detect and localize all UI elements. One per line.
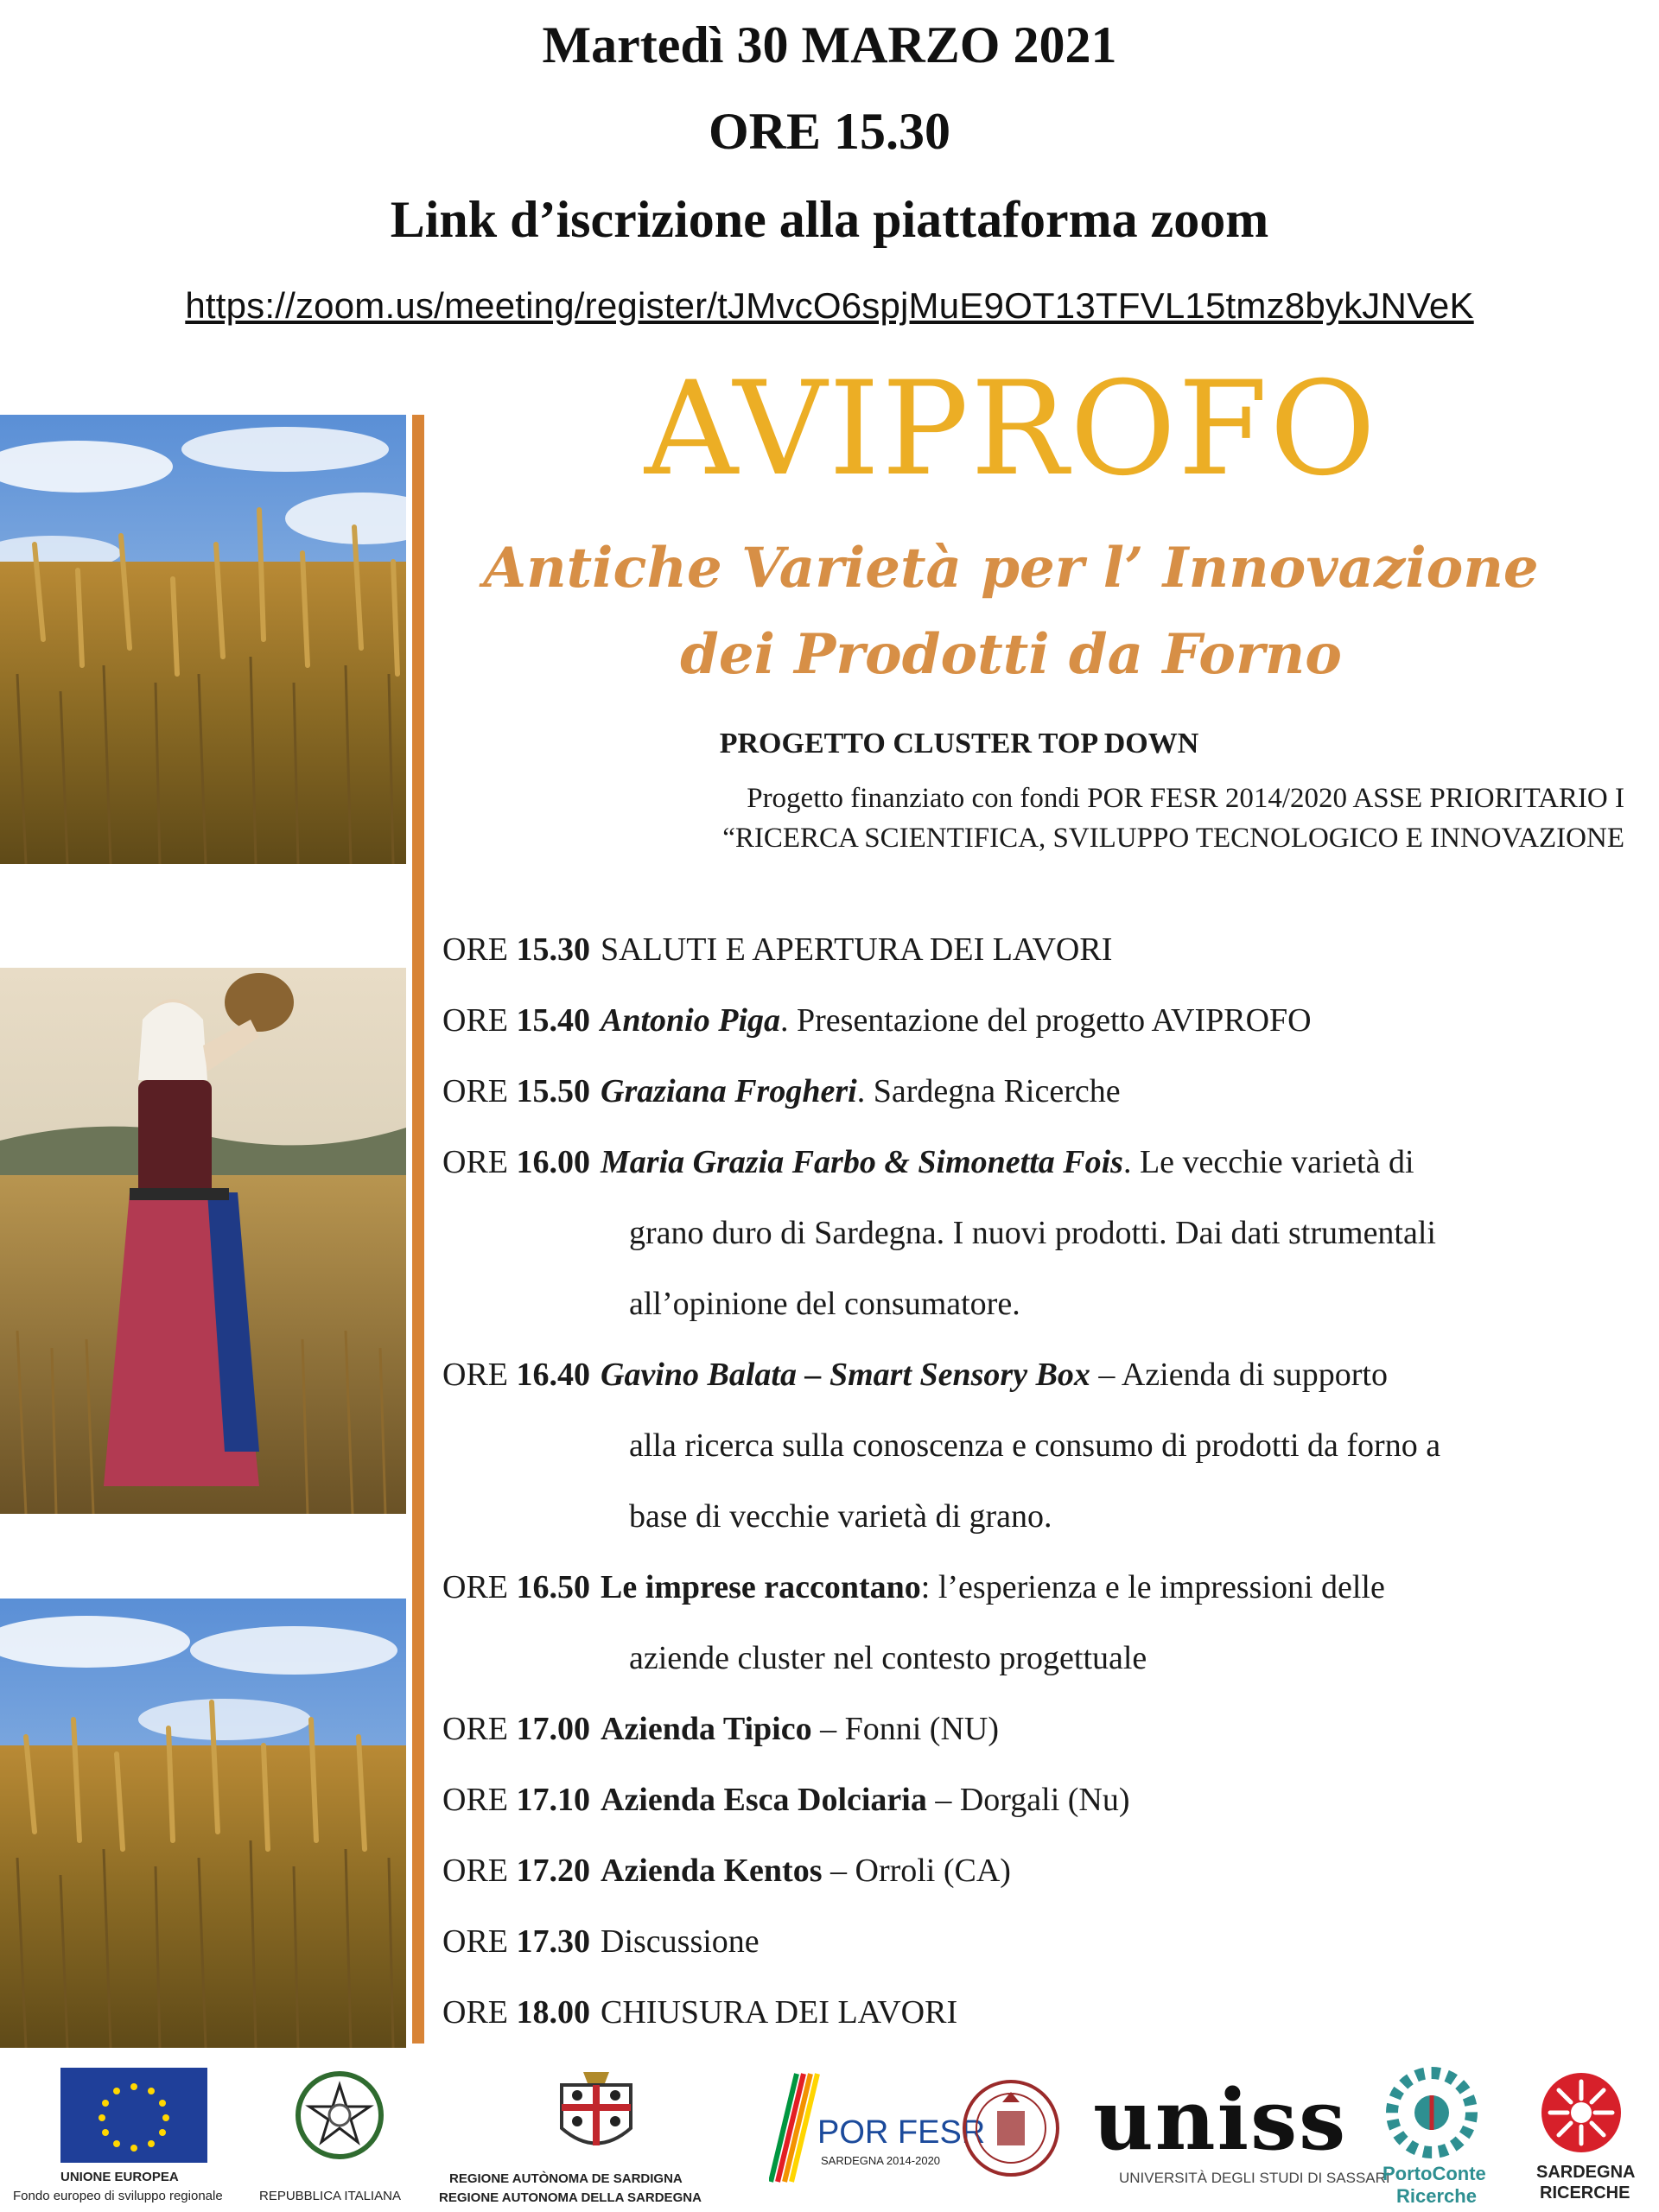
wheat-field-image-top xyxy=(0,415,406,864)
regione-caption-2: REGIONE AUTONOMA DELLA SARDEGNA xyxy=(439,2190,702,2205)
agenda-ore: ORE xyxy=(442,1569,508,1605)
agenda-text: – Orroli (CA) xyxy=(822,1853,1011,1889)
registration-label: Link d’iscrizione alla piattaforma zoom xyxy=(390,191,1269,248)
agenda-ore: ORE xyxy=(442,1144,508,1180)
agenda-speaker: Graziana Frogheri xyxy=(601,1073,857,1109)
agenda-time: 16.50 xyxy=(516,1569,590,1605)
woman-in-wheat-field-image xyxy=(0,968,406,1514)
orange-vertical-rule xyxy=(412,415,424,2044)
eu-caption-2: Fondo europeo di sviluppo regionale xyxy=(13,2189,223,2203)
project-subtitle-line2: dei Prodotti da Forno xyxy=(680,622,1342,687)
registration-link[interactable]: https://zoom.us/meeting/register/tJMvcO6spjMuE9OT13TFVL15tmz8bykJNVeK xyxy=(185,285,1474,326)
agenda-ore: ORE xyxy=(442,1357,508,1393)
agenda-continuation: aziende cluster nel contesto progettuale xyxy=(629,1640,1147,1676)
repubblica-caption: REPUBBLICA ITALIANA xyxy=(259,2189,401,2203)
agenda-highlight: Le imprese raccontano xyxy=(601,1569,921,1605)
sardegna-ricerche-caption-2: RICERCHE xyxy=(1540,2183,1630,2202)
por-fesr-caption-2: SARDEGNA 2014-2020 xyxy=(821,2154,941,2167)
agenda-text: SALUTI E APERTURA DEI LAVORI xyxy=(601,931,1113,968)
university-seal-logo xyxy=(959,2061,1071,2212)
agenda-text: Discussione xyxy=(601,1923,760,1960)
agenda-text: . Presentazione del progetto AVIPROFO xyxy=(780,1002,1312,1039)
project-subtitle-line1: Antiche Varietà per l’ Innovazione xyxy=(483,536,1539,601)
uniss-wordmark: uniss xyxy=(1093,2071,1348,2169)
agenda-ore: ORE xyxy=(442,1994,508,2031)
agenda-item xyxy=(442,1835,1618,1906)
agenda-item xyxy=(442,1552,1618,1623)
portoconte-icon xyxy=(1376,2061,1488,2164)
agenda-ore: ORE xyxy=(442,1711,508,1747)
agenda-item xyxy=(442,985,1618,1056)
event-date: Martedì 30 MARZO 2021 xyxy=(542,16,1117,73)
agenda-continuation: grano duro di Sardegna. I nuovi prodotti. Dai dati strumentali xyxy=(629,1215,1436,1251)
agenda-time: 15.30 xyxy=(516,931,590,968)
uniss-caption: UNIVERSITÀ DEGLI STUDI DI SASSARI xyxy=(1119,2170,1390,2186)
agenda xyxy=(442,914,1618,2048)
agenda-item xyxy=(442,1906,1618,1977)
agenda-speaker: Maria Grazia Farbo & Simonetta Fois xyxy=(601,1144,1123,1180)
portoconte-caption-1: PortoConte xyxy=(1382,2163,1486,2184)
partner-logos xyxy=(0,2061,1659,2212)
agenda-item xyxy=(442,1127,1618,1198)
eu-logo xyxy=(13,2061,233,2212)
uniss-logo xyxy=(1093,2061,1390,2212)
agenda-text: CHIUSURA DEI LAVORI xyxy=(601,1994,958,2031)
wheat-field-image-bottom xyxy=(0,1599,406,2048)
project-title: AVIPROFO xyxy=(644,354,1378,505)
sardinia-crest-icon xyxy=(553,2068,639,2163)
repubblica-italiana-logo xyxy=(259,2061,441,2212)
agenda-speaker: Antonio Piga xyxy=(601,1002,780,1039)
agenda-item xyxy=(442,1056,1618,1127)
agenda-ore: ORE xyxy=(442,931,508,968)
por-fesr-logo xyxy=(760,2061,986,2212)
agenda-item xyxy=(442,1694,1618,1764)
project-funding-line2: “RICERCA SCIENTIFICA, SVILUPPO TECNOLOGICO E INNOVAZIONE xyxy=(722,823,1624,854)
agenda-item xyxy=(442,1977,1618,2048)
agenda-highlight: Azienda Esca Dolciaria xyxy=(601,1782,927,1818)
agenda-time: 17.30 xyxy=(516,1923,590,1960)
portoconte-ricerche-logo xyxy=(1365,2061,1521,2212)
agenda-text: – Dorgali (Nu) xyxy=(926,1782,1130,1818)
agenda-time: 16.00 xyxy=(516,1144,590,1180)
project-funding-line1: Progetto finanziato con fondi POR FESR 2014/2020 ASSE PRIORITARIO I xyxy=(747,783,1624,814)
regione-caption-1: REGIONE AUTÒNOMA DE SARDIGNA xyxy=(449,2171,683,2186)
agenda-ore: ORE xyxy=(442,1853,508,1889)
agenda-ore: ORE xyxy=(442,1002,508,1039)
italian-emblem-icon xyxy=(292,2068,387,2163)
agenda-highlight: Azienda Kentos xyxy=(601,1853,823,1889)
agenda-ore: ORE xyxy=(442,1923,508,1960)
agenda-item xyxy=(442,1339,1618,1410)
project-heading: PROGETTO CLUSTER TOP DOWN xyxy=(719,728,1199,760)
agenda-item xyxy=(442,1764,1618,1835)
por-fesr-stripes-icon xyxy=(769,2069,821,2190)
agenda-text: – Fonni (NU) xyxy=(811,1711,999,1747)
agenda-text: . Le vecchie varietà di xyxy=(1122,1144,1414,1180)
sardegna-ricerche-logo xyxy=(1521,2061,1650,2212)
seal-icon xyxy=(959,2068,1063,2189)
agenda-item xyxy=(442,914,1618,985)
portoconte-caption-2: Ricerche xyxy=(1396,2185,1477,2207)
agenda-highlight: Azienda Tipico xyxy=(601,1711,812,1747)
sardegna-ricerche-caption-1: SARDEGNA xyxy=(1536,2163,1636,2182)
agenda-time: 18.00 xyxy=(516,1994,590,2031)
agenda-time: 16.40 xyxy=(516,1357,590,1393)
agenda-text: : l’esperienza e le impressioni delle xyxy=(920,1569,1385,1605)
eu-caption-1: UNIONE EUROPEA xyxy=(60,2170,179,2184)
agenda-speaker: Gavino Balata – Smart Sensory Box xyxy=(601,1357,1090,1393)
agenda-continuation: all’opinione del consumatore. xyxy=(629,1286,1020,1322)
sardegna-ricerche-icon xyxy=(1538,2069,1624,2156)
agenda-continuation: base di vecchie varietà di grano. xyxy=(629,1498,1052,1535)
agenda-ore: ORE xyxy=(442,1782,508,1818)
agenda-text: . Sardegna Ricerche xyxy=(856,1073,1121,1109)
agenda-time: 17.20 xyxy=(516,1853,590,1889)
regione-sardegna-logo xyxy=(439,2061,778,2212)
agenda-continuation: alla ricerca sulla conoscenza e consumo di prodotti da forno a xyxy=(629,1427,1441,1464)
agenda-time: 15.50 xyxy=(516,1073,590,1109)
por-fesr-caption-1: POR FESR xyxy=(817,2114,986,2151)
agenda-time: 17.10 xyxy=(516,1782,590,1818)
agenda-time: 15.40 xyxy=(516,1002,590,1039)
eu-flag-icon xyxy=(60,2068,207,2163)
agenda-time: 17.00 xyxy=(516,1711,590,1747)
event-time: ORE 15.30 xyxy=(708,103,951,160)
agenda-ore: ORE xyxy=(442,1073,508,1109)
agenda-text: – Azienda di supporto xyxy=(1090,1357,1388,1393)
